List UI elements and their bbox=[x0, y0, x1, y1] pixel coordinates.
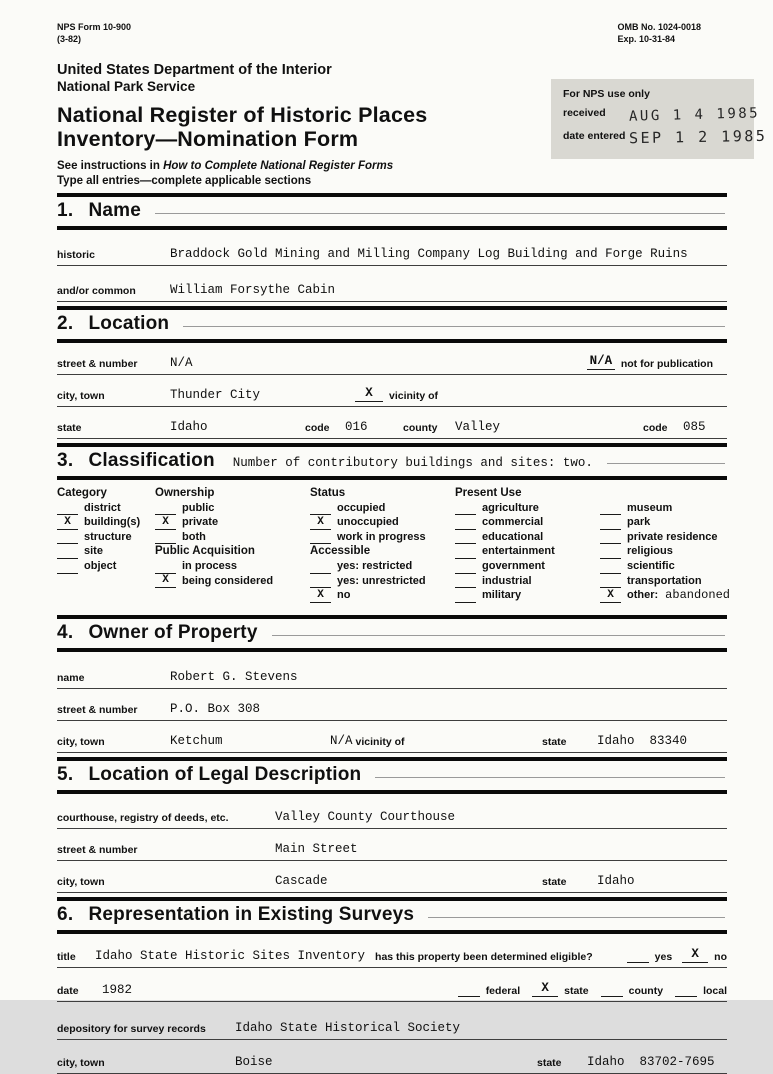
public-acquisition-header: Public Acquisition bbox=[155, 545, 255, 558]
checkbox bbox=[600, 562, 621, 574]
form-title-line2: Inventory—Nomination Form bbox=[57, 127, 359, 152]
option-occupied: occupied bbox=[310, 501, 455, 516]
depository-row bbox=[57, 1002, 727, 1040]
county-label: county bbox=[403, 421, 438, 434]
street-value: N/A bbox=[170, 355, 193, 370]
checkbox bbox=[57, 503, 78, 515]
survey-date-row bbox=[57, 968, 727, 1002]
historic-name-row bbox=[57, 230, 727, 266]
section-2-location bbox=[57, 306, 727, 439]
state-level-label: state bbox=[564, 984, 589, 997]
checkbox: X bbox=[155, 576, 176, 588]
checkbox bbox=[310, 532, 331, 544]
present-use-header: Present Use bbox=[455, 486, 522, 499]
common-label: and/or common bbox=[57, 284, 136, 297]
state-checkbox: X bbox=[532, 982, 558, 997]
checkbox bbox=[57, 532, 78, 544]
option-museum: museum bbox=[600, 501, 727, 516]
date-label: date bbox=[57, 984, 79, 997]
date-entered-stamp: SEP 1 2 1985 bbox=[628, 126, 768, 148]
courthouse-label: courthouse, registry of deeds, etc. bbox=[57, 811, 229, 824]
title-value: Idaho State Historic Sites Inventory bbox=[95, 948, 366, 963]
option-religious: religious bbox=[600, 544, 727, 559]
received-date-stamp: AUG 1 4 1985 bbox=[628, 105, 761, 125]
section-5-heading bbox=[57, 761, 727, 794]
form-number-block bbox=[57, 22, 131, 45]
option-both: both bbox=[155, 530, 310, 545]
option-industrial: industrial bbox=[455, 574, 600, 589]
vicinity-checkbox: X bbox=[355, 387, 383, 402]
section-title: Representation in Existing Surveys bbox=[88, 903, 415, 925]
checkbox bbox=[155, 562, 176, 574]
option-park: park bbox=[600, 515, 727, 530]
historic-value: Braddock Gold Mining and Milling Company Log Building and Forge Ruins bbox=[170, 246, 688, 261]
vicinity-label: vicinity of bbox=[389, 389, 439, 402]
owner-name-row bbox=[57, 652, 727, 689]
no-checkbox: X bbox=[682, 948, 708, 963]
state-label: state bbox=[542, 875, 567, 888]
checkbox bbox=[600, 532, 621, 544]
section-number: 1. bbox=[57, 199, 74, 221]
street-label: street & number bbox=[57, 357, 138, 370]
form-no: NPS Form 10-900 bbox=[57, 22, 132, 32]
form-title-line1: National Register of Historic Places bbox=[57, 103, 428, 128]
section-4-heading bbox=[57, 619, 727, 652]
instructions bbox=[57, 159, 727, 189]
section-title: Name bbox=[88, 199, 142, 221]
section-3-heading bbox=[57, 447, 727, 480]
checkbox bbox=[600, 518, 621, 530]
option-yes-unrestricted: yes: unrestricted bbox=[310, 574, 455, 589]
option-educational: educational bbox=[455, 530, 600, 545]
ownership-header: Ownership bbox=[155, 486, 215, 499]
section-1-heading bbox=[57, 197, 727, 230]
eligible-question: has this property been determined eligible? bbox=[375, 950, 593, 963]
street-label: street & number bbox=[57, 703, 138, 716]
section-number: 3. bbox=[57, 449, 74, 471]
ownership-column bbox=[155, 486, 310, 603]
omb-exp: Exp. 10-31-84 bbox=[617, 33, 675, 44]
omb-block bbox=[617, 22, 701, 45]
checkbox bbox=[600, 503, 621, 515]
survey-city-row bbox=[57, 1040, 727, 1074]
street-value: P.O. Box 308 bbox=[170, 701, 261, 716]
section-number: 6. bbox=[57, 903, 74, 925]
agency-title: National Park Service bbox=[57, 79, 196, 95]
legal-city-row bbox=[57, 861, 727, 893]
survey-title-row bbox=[57, 934, 727, 968]
form-title bbox=[57, 103, 727, 152]
checkbox bbox=[455, 562, 476, 574]
checkbox: X bbox=[155, 518, 176, 530]
accessible-header: Accessible bbox=[310, 545, 371, 558]
courthouse-value: Valley County Courthouse bbox=[275, 809, 456, 824]
no-label: no bbox=[714, 950, 727, 963]
name-label: name bbox=[57, 671, 85, 684]
street-value: Main Street bbox=[275, 841, 358, 856]
vicinity-label: vicinity of bbox=[355, 735, 405, 748]
option-agriculture: agriculture bbox=[455, 501, 600, 516]
option-in-process: in process bbox=[155, 559, 310, 574]
county-label: county bbox=[628, 984, 664, 997]
option-no: X no bbox=[310, 588, 455, 603]
section-number: 2. bbox=[57, 312, 74, 334]
not-for-publication-na: N/A bbox=[587, 355, 615, 370]
checkbox bbox=[155, 503, 176, 515]
state-value: Idaho bbox=[170, 419, 208, 434]
heading-rule bbox=[375, 777, 725, 778]
option-military: military bbox=[455, 588, 600, 603]
section-4-owner bbox=[57, 615, 727, 753]
depository-label: depository for survey records bbox=[57, 1022, 206, 1035]
checkbox bbox=[455, 576, 476, 588]
historic-label: historic bbox=[57, 248, 95, 261]
state-label: state bbox=[537, 1056, 562, 1069]
section-title: Owner of Property bbox=[88, 621, 258, 643]
option-structure: structure bbox=[57, 530, 155, 545]
option-commercial: commercial bbox=[455, 515, 600, 530]
yes-label: yes bbox=[654, 950, 673, 963]
checkbox: X bbox=[600, 591, 621, 603]
stamp-header: For NPS use only bbox=[563, 88, 650, 100]
section-title: Classification bbox=[88, 449, 215, 471]
option-entertainment: entertainment bbox=[455, 544, 600, 559]
street-number-row bbox=[57, 343, 727, 375]
category-header: Category bbox=[57, 486, 107, 499]
option-scientific: scientific bbox=[600, 559, 727, 574]
city-label: city, town bbox=[57, 1056, 105, 1069]
checkbox bbox=[455, 503, 476, 515]
checkbox bbox=[155, 532, 176, 544]
courthouse-row bbox=[57, 794, 727, 829]
option-buildings: X building(s) bbox=[57, 515, 155, 530]
city-label: city, town bbox=[57, 389, 105, 402]
instructions-line2: Type all entries—complete applicable sections bbox=[57, 174, 312, 187]
code-label: code bbox=[305, 421, 330, 434]
owner-city-row bbox=[57, 721, 727, 753]
heading-rule bbox=[428, 917, 725, 918]
column-spacer bbox=[600, 486, 727, 501]
section-2-heading bbox=[57, 310, 727, 343]
option-being-considered: X being considered bbox=[155, 574, 310, 589]
checkbox bbox=[310, 562, 331, 574]
status-column bbox=[310, 486, 455, 603]
option-government: government bbox=[455, 559, 600, 574]
state-value: Idaho 83340 bbox=[597, 733, 688, 748]
heading-rule bbox=[607, 463, 725, 464]
option-other: X other: abandoned bbox=[600, 588, 727, 603]
city-value: Thunder City bbox=[170, 387, 261, 402]
section-number: 5. bbox=[57, 763, 74, 785]
option-private: X private bbox=[155, 515, 310, 530]
option-work-in-progress: work in progress bbox=[310, 530, 455, 545]
street-label: street & number bbox=[57, 843, 138, 856]
checkbox bbox=[455, 547, 476, 559]
local-label: local bbox=[703, 984, 727, 997]
checkbox bbox=[310, 503, 331, 515]
form-revision: (3-82) bbox=[57, 33, 82, 44]
contributory-note: Number of contributory buildings and sites: two. bbox=[232, 455, 593, 470]
checkbox bbox=[455, 532, 476, 544]
instructions-line1 bbox=[57, 159, 727, 174]
common-value: William Forsythe Cabin bbox=[170, 282, 336, 297]
federal-label: federal bbox=[485, 984, 521, 997]
heading-rule bbox=[272, 635, 725, 636]
city-label: city, town bbox=[57, 735, 105, 748]
option-district: district bbox=[57, 501, 155, 516]
heading-rule bbox=[155, 213, 725, 214]
checkbox bbox=[57, 547, 78, 559]
checkbox bbox=[455, 591, 476, 603]
local-checkbox bbox=[675, 982, 697, 997]
legal-street-row bbox=[57, 829, 727, 861]
city-value: Boise bbox=[235, 1054, 273, 1069]
name-value: Robert G. Stevens bbox=[170, 669, 298, 684]
state-value: Idaho 83702-7695 bbox=[587, 1054, 715, 1069]
option-site: site bbox=[57, 544, 155, 559]
checkbox bbox=[310, 576, 331, 588]
county-value: Valley bbox=[455, 419, 501, 434]
option-public: public bbox=[155, 501, 310, 516]
section-3-classification bbox=[57, 443, 730, 611]
instructions-booklet-title: How to Complete National Register Forms bbox=[163, 159, 394, 172]
city-value: Ketchum bbox=[170, 733, 223, 748]
option-private-residence: private residence bbox=[600, 530, 727, 545]
checkbox: X bbox=[57, 518, 78, 530]
section-6-heading bbox=[57, 901, 727, 934]
received-label: received bbox=[563, 107, 606, 119]
city-town-row bbox=[57, 375, 727, 407]
present-use-column-a bbox=[455, 486, 600, 603]
option-unoccupied: X unoccupied bbox=[310, 515, 455, 530]
city-label: city, town bbox=[57, 875, 105, 888]
code-value: 016 bbox=[345, 419, 368, 434]
instructions-prefix: See instructions in bbox=[57, 159, 164, 172]
section-title: Location of Legal Description bbox=[88, 763, 362, 785]
checkbox bbox=[455, 518, 476, 530]
option-object: object bbox=[57, 559, 155, 574]
state-value: Idaho bbox=[597, 873, 635, 888]
owner-street-row bbox=[57, 689, 727, 721]
option-transportation: transportation bbox=[600, 574, 727, 589]
common-name-row bbox=[57, 266, 727, 302]
omb-no: OMB No. 1024-0018 bbox=[617, 22, 701, 32]
state-label: state bbox=[57, 421, 82, 434]
present-use-column-b bbox=[600, 486, 730, 603]
heading-rule bbox=[183, 326, 725, 327]
city-value: Cascade bbox=[275, 873, 328, 888]
federal-checkbox bbox=[458, 982, 480, 997]
classification-grid bbox=[57, 480, 730, 611]
section-1-name bbox=[57, 193, 727, 302]
state-label: state bbox=[542, 735, 567, 748]
section-number: 4. bbox=[57, 621, 74, 643]
checkbox bbox=[600, 547, 621, 559]
option-yes-restricted: yes: restricted bbox=[310, 559, 455, 574]
checkbox bbox=[57, 562, 78, 574]
category-column bbox=[57, 486, 155, 603]
vicinity-na: N/A bbox=[330, 733, 353, 748]
section-6-surveys bbox=[57, 897, 727, 1074]
status-header: Status bbox=[310, 486, 346, 499]
checkbox bbox=[600, 576, 621, 588]
checkbox: X bbox=[310, 591, 331, 603]
not-for-publication-label: not for publication bbox=[620, 357, 713, 370]
section-5-legal-description bbox=[57, 757, 727, 893]
checkbox: X bbox=[310, 518, 331, 530]
form-meta bbox=[57, 0, 727, 45]
title-label: title bbox=[57, 950, 76, 963]
state-row bbox=[57, 407, 727, 439]
date-value: 1982 bbox=[102, 982, 133, 997]
county-checkbox bbox=[601, 982, 623, 997]
department-title: United States Department of the Interior bbox=[57, 62, 332, 79]
date-entered-label: date entered bbox=[563, 130, 626, 142]
section-title: Location bbox=[88, 312, 170, 334]
yes-checkbox bbox=[627, 948, 649, 963]
other-value: abandoned bbox=[665, 588, 730, 603]
depository-value: Idaho State Historical Society bbox=[235, 1020, 461, 1035]
code-label: code bbox=[643, 421, 668, 434]
code-value: 085 bbox=[683, 419, 706, 434]
